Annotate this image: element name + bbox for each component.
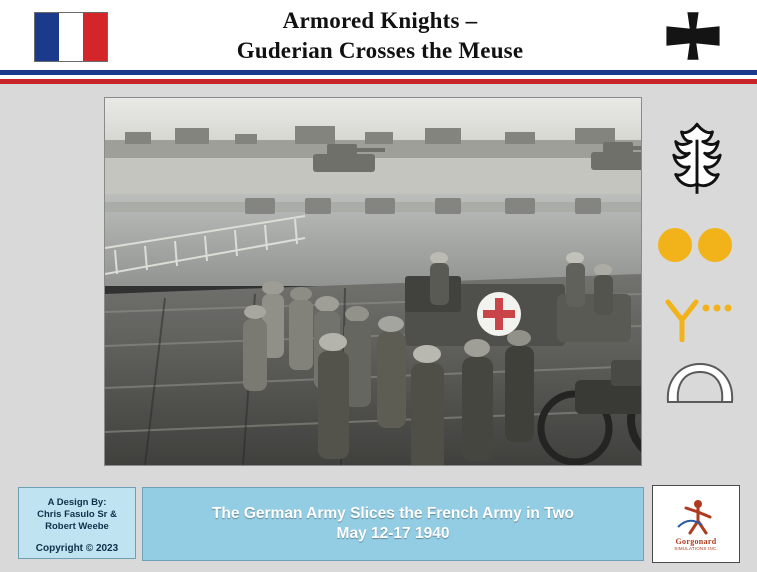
oak-leaves-icon — [668, 120, 726, 198]
photo-illustration — [105, 98, 641, 465]
iron-cross-icon — [664, 10, 722, 62]
insignia-rail — [650, 120, 750, 420]
subtitle-banner — [142, 487, 644, 561]
page-title-line1: Armored Knights – — [282, 8, 478, 33]
page-title — [120, 6, 640, 66]
credit-line2: Chris Fasulo Sr & — [37, 509, 117, 520]
page-title-line2: Guderian Crosses the Meuse — [236, 38, 524, 63]
rank-pips-icon — [658, 228, 738, 268]
slide-footer — [0, 477, 757, 572]
tricolor-divider — [0, 70, 757, 84]
logo-figure-icon — [672, 497, 720, 537]
logo-subtext: SIMULATIONS INC. — [674, 546, 718, 551]
publisher-logo[interactable] — [652, 485, 740, 563]
logo-text: Gorgonard — [675, 537, 717, 546]
wolfsangel-rune-icon — [660, 298, 740, 342]
design-credit — [18, 487, 136, 559]
credit-line1: A Design By: — [47, 497, 107, 508]
slide-header — [0, 0, 757, 72]
banner-line2: May 12-17 1940 — [336, 525, 450, 542]
banner-line1: The German Army Slices the French Army in Two — [211, 505, 575, 522]
stahlhelm-icon — [660, 358, 740, 408]
historical-photo — [104, 97, 642, 466]
french-flag-icon — [34, 12, 108, 62]
copyright-notice: Copyright © 2023 — [35, 543, 119, 554]
credit-line3: Robert Weebe — [45, 521, 109, 532]
